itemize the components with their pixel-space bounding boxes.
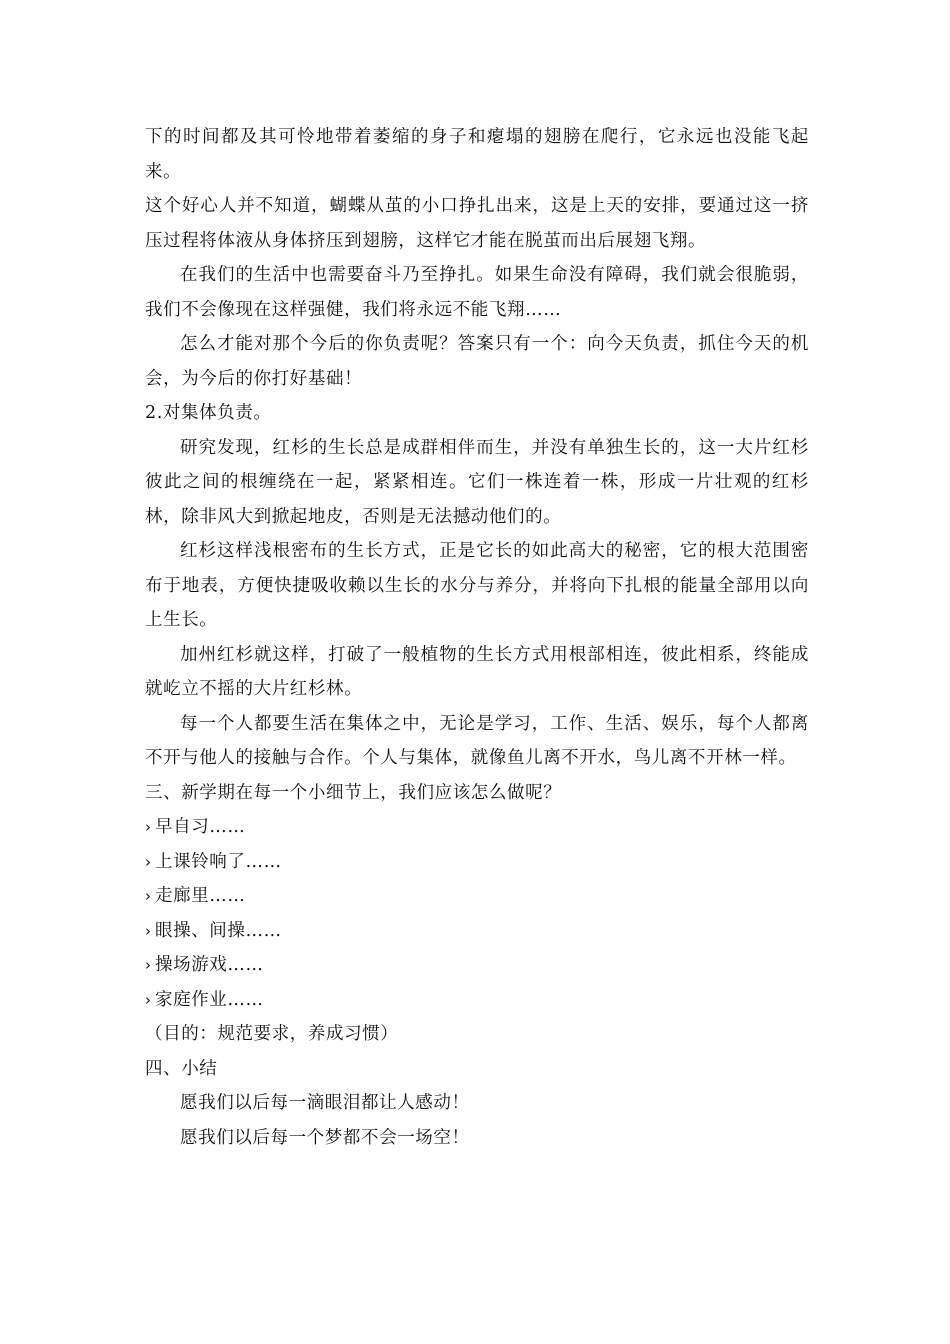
paragraph-butterfly-explanation: 这个好心人并不知道，蝴蝶从茧的小口挣扎出来，这是上天的安排，要通过这一挤压过程将体液从身体挤压到翅膀，这样它才能在脱茧而出后展翅飞翔。 [145, 196, 809, 251]
list-item-text: 早自习…… [155, 817, 246, 837]
bullet-marker: › [145, 818, 152, 836]
list-item [145, 914, 809, 949]
paragraph-butterfly-ending: 下的时间都及其可怜地带着萎缩的身子和瘪塌的翅膀在爬行，它永远也没能飞起来。 [145, 127, 809, 182]
purpose-note: （目的：规范要求，养成习惯） [145, 1024, 399, 1044]
list-item-text: 操场游戏…… [155, 955, 264, 975]
list-item [145, 948, 809, 983]
list-item-text: 走廊里…… [155, 886, 246, 906]
paragraph-struggle: 在我们的生活中也需要奋斗乃至挣扎。如果生命没有障碍，我们就会很脆弱，我们不会像现在这样强健，我们将永远不能飞翔…… [145, 265, 809, 320]
section-heading-summary: 四、小结 [145, 1058, 218, 1079]
list-item [145, 810, 809, 845]
list-item-text: 眼操、间操…… [155, 920, 282, 941]
bullet-marker: › [145, 887, 152, 905]
bullet-marker: › [145, 990, 152, 1009]
closing-line: 愿我们以后每一个梦都不会一场空！ [180, 1127, 470, 1148]
bullet-marker: › [145, 956, 152, 974]
paragraph-redwood-research: 研究发现，红杉的生长总是成群相伴而生，并没有单独生长的，这一大片红杉彼此之间的根缠绕在一起，紧紧相连。它们一株连着一株，形成一片壮观的红杉林，除非风大到掀起地皮，否则是无法撼动他们的。 [145, 437, 809, 527]
list-item-text: 上课铃响了…… [155, 851, 282, 872]
section-heading-collective: 2.对集体负责。 [145, 403, 272, 423]
list-item-text: 家庭作业…… [155, 989, 264, 1010]
paragraph-redwood-roots: 红杉这样浅根密布的生长方式，正是它长的如此高大的秘密，它的根大范围密布于地表，方便快捷吸收赖以生长的水分与养分，并将向下扎根的能量全部用以向上生长。 [145, 541, 809, 630]
bullet-marker: › [145, 921, 152, 940]
closing-line: 愿我们以后每一滴眼泪都让人感动！ [180, 1093, 470, 1113]
section-heading-new-semester: 三、新学期在每一个小细节上，我们应该怎么做呢？ [145, 782, 562, 803]
list-item [145, 845, 809, 880]
list-item [145, 983, 809, 1018]
document-body [145, 120, 809, 1155]
paragraph-individual-collective: 每一个人都要生活在集体之中，无论是学习，工作、生活、娱乐，每个人都离不开与他人的接触与合作。个人与集体，就像鱼儿离不开水，鸟儿离不开林一样。 [145, 713, 809, 768]
paragraph-california-redwood: 加州红杉就这样，打破了一般植物的生长方式用根部相连，彼此相系，终能成就屹立不摇的大片红杉林。 [145, 644, 809, 699]
list-item [145, 879, 809, 914]
paragraph-responsibility-answer: 怎么才能对那个今后的你负责呢？答案只有一个：向今天负责，抓住今天的机会，为今后的你打好基础！ [145, 334, 809, 389]
bullet-marker: › [145, 852, 152, 871]
